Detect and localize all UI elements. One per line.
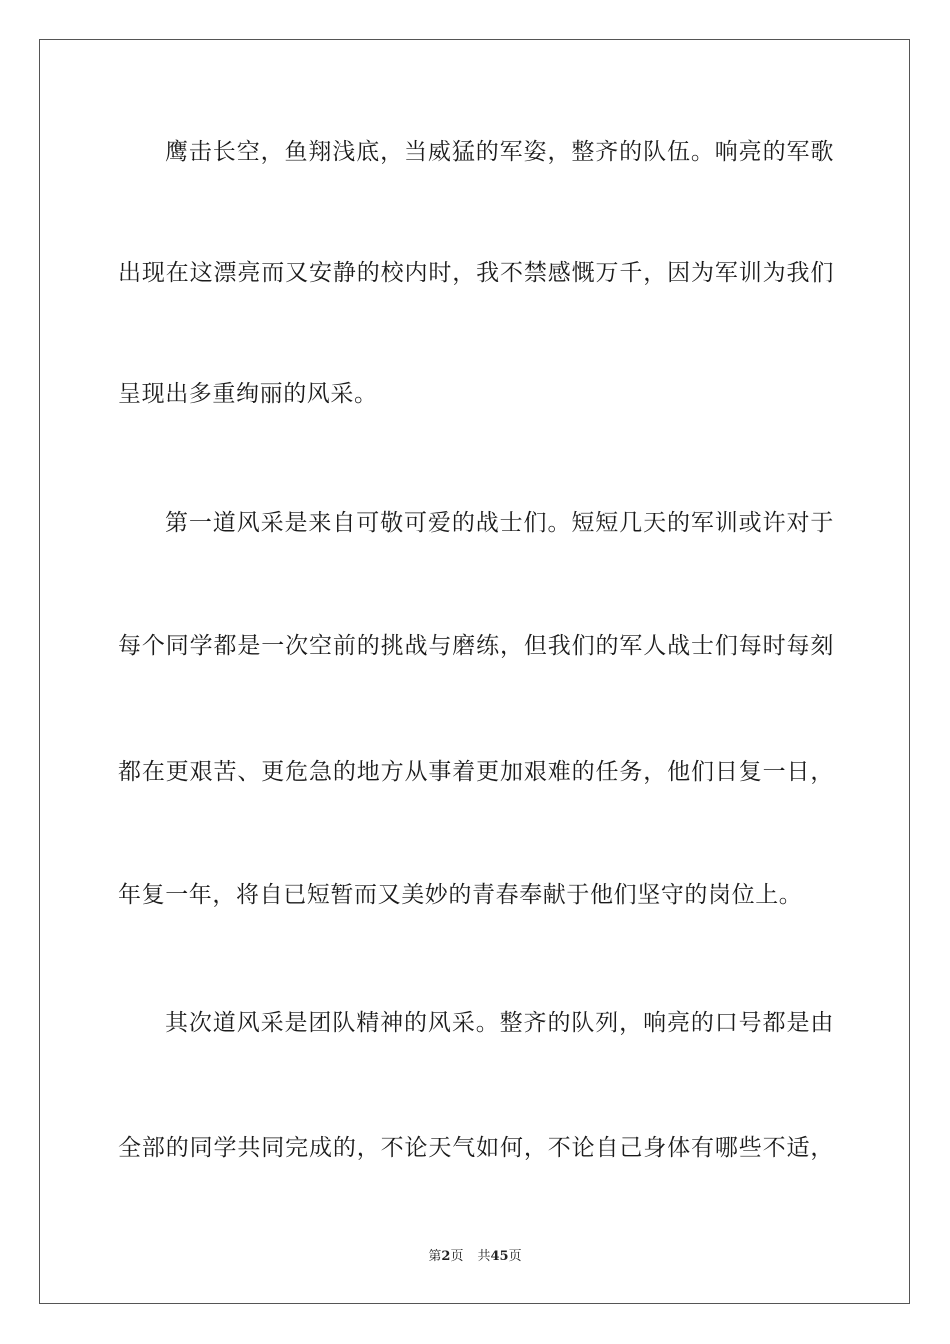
page-number: 2 [441,1249,451,1264]
total-pages: 45 [490,1249,509,1264]
total-prefix: 共 [477,1249,491,1264]
paragraph-2-line-3: 都在更艰苦、更危急的地方从事着更加艰难的任务，他们日复一日， [118,759,834,785]
paragraph-1-line-1: 鹰击长空，鱼翔浅底，当威猛的军姿，整齐的队伍。响亮的军歌 [165,139,834,165]
page-prefix: 第 [428,1249,442,1264]
paragraph-2-line-1: 第一道风采是来自可敬可爱的战士们。短短几天的军训或许对于 [165,510,834,536]
paragraph-1-line-2: 出现在这漂亮而又安静的校内时，我不禁感慨万千，因为军训为我们 [118,260,834,286]
paragraph-3-line-1: 其次道风采是团队精神的风采。整齐的队列，响亮的口号都是由 [165,1010,834,1036]
page-footer [0,1248,950,1266]
paragraph-3-line-2: 全部的同学共同完成的，不论天气如何，不论自己身体有哪些不适， [118,1135,834,1161]
page-border [39,39,910,1304]
page-suffix: 页 [450,1249,464,1264]
paragraph-1-line-3: 呈现出多重绚丽的风采。 [118,381,378,407]
paragraph-2-line-4: 年复一年，将自已短暂而又美妙的青春奉献于他们坚守的岗位上。 [118,882,803,908]
paragraph-2-line-2: 每个同学都是一次空前的挑战与磨练，但我们的军人战士们每时每刻 [118,633,834,659]
total-suffix: 页 [508,1249,522,1264]
